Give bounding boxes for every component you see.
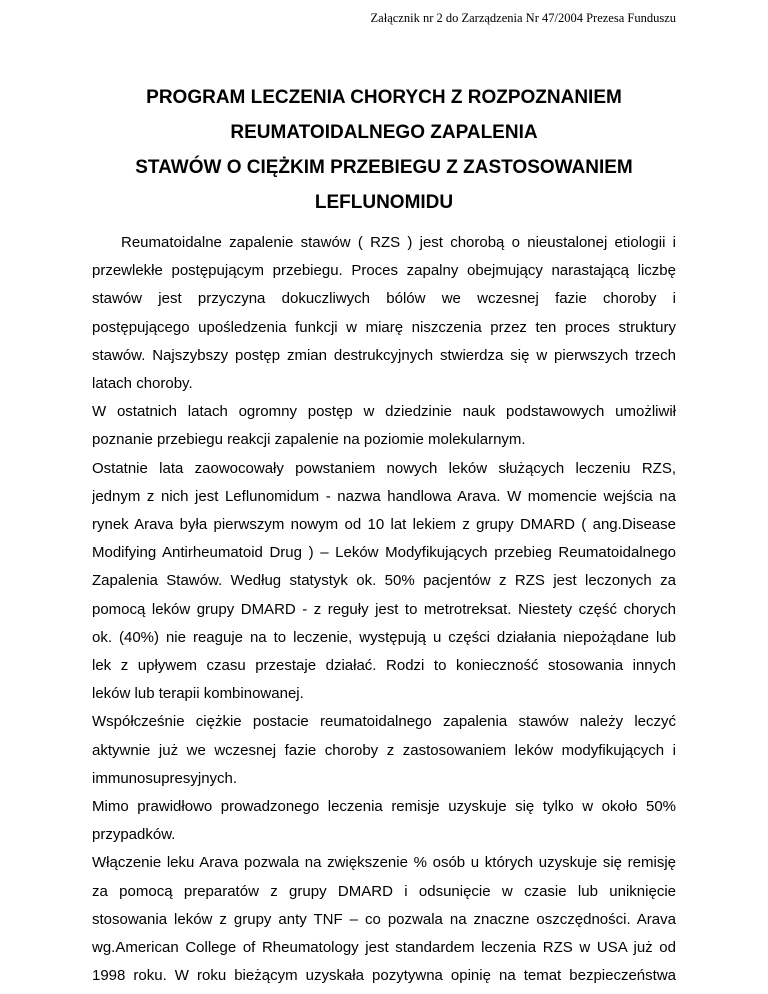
- body-line: rynek Arava była pierwszym nowym od 10 lat lekiem z grupy DMARD ( ang.Disease: [92, 516, 676, 534]
- body-line: stosowania leków z grupy anty TNF – co pozwala na znaczne oszczędności. Arava: [92, 910, 676, 928]
- body-line: Reumatoidalne zapalenie stawów ( RZS ) jest chorobą o nieustalonej etiologii i: [121, 234, 676, 251]
- body-line: jednym z nich jest Leflunomidum - nazwa handlowa Arava. W momencie wejścia na: [92, 487, 676, 505]
- body-line: przypadków.: [92, 826, 176, 844]
- body-line: stawów. Najszybszy postęp zmian destrukcyjnych stwierdza się w pierwszych trzech: [92, 346, 676, 364]
- body-line: leków lub terapii kombinowanej.: [92, 685, 304, 703]
- body-line: Modifying Antirheumatoid Drug ) – Leków Modyfikujących przebieg Reumatoidalnego: [92, 544, 676, 562]
- body-line: immunosupresyjnych.: [92, 769, 238, 787]
- body-line: latach choroby.: [92, 375, 193, 393]
- title-line: STAWÓW O CIĘŻKIM PRZEBIEGU Z ZASTOSOWANIEM: [135, 157, 633, 178]
- body-line: lek z upływem czasu przestaje działać. Rodzi to konieczność stosowania innych: [92, 657, 676, 675]
- body-line: za pomocą preparatów z grupy DMARD i odsunięcie w czasie lub uniknięcie: [92, 882, 676, 900]
- body-line: W ostatnich latach ogromny postęp w dziedzinie nauk podstawowych umożliwił: [92, 403, 676, 421]
- body-line: 1998 roku. W roku bieżącym uzyskała pozytywna opinię na temat bezpieczeństwa: [92, 967, 676, 985]
- title-line: PROGRAM LECZENIA CHORYCH Z ROZPOZNANIEM: [146, 87, 622, 108]
- title-line: LEFLUNOMIDU: [314, 192, 454, 213]
- body-line: poznanie przebiegu reakcji zapalenie na poziomie molekularnym.: [92, 431, 526, 449]
- document-title: [92, 80, 676, 220]
- body-line: Mimo prawidłowo prowadzonego leczenia remisje uzyskuje się tylko w około 50%: [92, 798, 676, 816]
- body-line: Współcześnie ciężkie postacie reumatoidalnego zapalenia stawów należy leczyć: [92, 713, 676, 731]
- body-line: przewlekłe postępującym przebiegu. Proces zapalny obejmujący narastającą liczbę: [92, 262, 676, 280]
- body-line: wg.American College of Rheumatology jest standardem leczenia RZS w USA już od: [92, 939, 676, 957]
- body-line: stawów jest przyczyna dokuczliwych bólów we wczesnej fazie choroby i: [92, 290, 676, 308]
- title-line: REUMATOIDALNEGO ZAPALENIA: [230, 122, 538, 143]
- body-line: Włączenie leku Arava pozwala na zwiększenie % osób u których uzyskuje się remisję: [92, 854, 676, 872]
- body-line: Ostatnie lata zaowocowały powstaniem nowych leków służących leczeniu RZS,: [92, 459, 676, 477]
- body-line: aktywnie już we wczesnej fazie choroby z zastosowaniem leków modyfikujących i: [92, 741, 676, 759]
- body-line: ok. (40%) nie reaguje na to leczenie, występują u części działania niepożądane lub: [92, 628, 676, 646]
- body-line: pomocą leków grupy DMARD - z reguły jest to metrotreksat. Niestety część chorych: [92, 600, 676, 618]
- body-line: Zapalenia Stawów. Według statystyk ok. 50% pacjentów z RZS jest leczonych za: [92, 572, 676, 590]
- attachment-note: Załącznik nr 2 do Zarządzenia Nr 47/2004 Prezesa Funduszu: [370, 11, 676, 25]
- document-body: [92, 229, 676, 990]
- body-line: postępującego upośledzenia funkcji w miarę niszczenia przez ten proces struktury: [92, 318, 676, 336]
